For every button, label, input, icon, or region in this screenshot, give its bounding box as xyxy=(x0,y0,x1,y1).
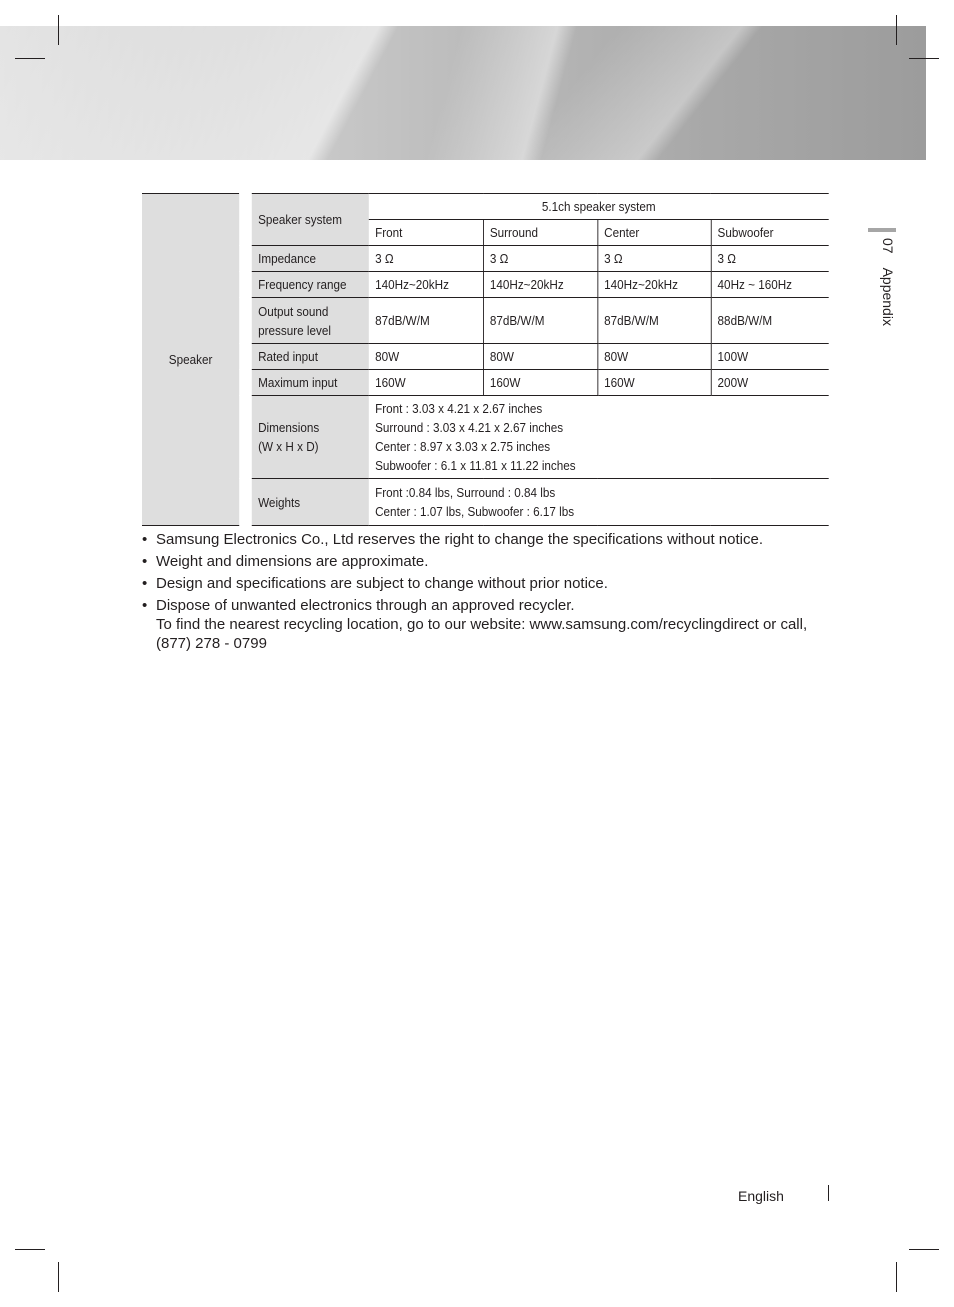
table-cell: 3 Ω xyxy=(597,246,710,272)
table-cell: 140Hz~20kHz xyxy=(597,272,710,298)
speaker-system-label: Speaker system xyxy=(246,194,369,246)
category-cell: Speaker xyxy=(142,194,246,526)
table-cell: 100W xyxy=(711,344,829,370)
note-text: Weight and dimensions are approximate. xyxy=(156,553,429,570)
row-label xyxy=(246,298,369,344)
table-row xyxy=(142,272,829,298)
table-cell: 3 Ω xyxy=(369,246,483,272)
channel-header-subwoofer: Subwoofer xyxy=(711,220,829,246)
row-label: Weights xyxy=(246,479,369,526)
table-cell: 160W xyxy=(483,370,597,396)
list-item xyxy=(142,574,832,593)
speaker-spec-table xyxy=(142,193,829,526)
table-row xyxy=(142,479,829,526)
section-title: Appendix xyxy=(880,267,896,326)
row-label: Maximum input xyxy=(246,370,369,396)
list-item xyxy=(142,596,832,653)
system-header: 5.1ch speaker system xyxy=(369,194,829,220)
crop-mark xyxy=(58,1262,59,1292)
table-row xyxy=(142,344,829,370)
row-label: Frequency range xyxy=(246,272,369,298)
table-cell: 200W xyxy=(711,370,829,396)
list-item xyxy=(142,552,832,571)
header-banner xyxy=(0,26,926,160)
table-cell: 80W xyxy=(483,344,597,370)
dimensions-line: Subwoofer : 6.1 x 11.81 x 11.22 inches xyxy=(375,458,576,473)
weights-line: Center : 1.07 lbs, Subwoofer : 6.17 lbs xyxy=(375,504,575,519)
table-cell: 3 Ω xyxy=(711,246,829,272)
crop-mark xyxy=(909,1249,939,1250)
dimensions-line: Center : 8.97 x 3.03 x 2.75 inches xyxy=(375,439,551,454)
note-text: Dispose of unwanted electronics through an approved recycler. xyxy=(156,597,575,614)
table-cell: 80W xyxy=(369,344,483,370)
crop-mark xyxy=(15,58,45,59)
section-tab-bar xyxy=(868,228,896,232)
dimensions-cell xyxy=(369,396,829,479)
bullet: • xyxy=(142,531,148,548)
bullet: • xyxy=(142,575,148,592)
table-row xyxy=(142,396,829,479)
table-cell: 140Hz~20kHz xyxy=(369,272,483,298)
row-label-line: Output sound xyxy=(258,303,329,319)
channel-header-surround: Surround xyxy=(483,220,597,246)
list-item xyxy=(142,530,832,549)
row-label-line: Dimensions xyxy=(258,420,320,435)
table-cell: 88dB/W/M xyxy=(711,298,829,344)
row-label: Rated input xyxy=(246,344,369,370)
crop-mark xyxy=(896,1262,897,1292)
crop-mark xyxy=(909,58,939,59)
section-tab xyxy=(868,236,898,356)
crop-mark xyxy=(15,1249,45,1250)
table-cell: 3 Ω xyxy=(483,246,597,272)
table-cell: 160W xyxy=(597,370,710,396)
table-cell: 40Hz ~ 160Hz xyxy=(711,272,829,298)
bullet: • xyxy=(142,553,148,570)
notes-list xyxy=(142,530,832,656)
table-cell: 87dB/W/M xyxy=(597,298,710,344)
dimensions-line: Surround : 3.03 x 4.21 x 2.67 inches xyxy=(375,420,564,435)
footer-language: English xyxy=(738,1188,784,1204)
channel-header-front: Front xyxy=(369,220,483,246)
row-label xyxy=(246,396,369,479)
weights-cell xyxy=(369,479,829,526)
table-cell: 160W xyxy=(369,370,483,396)
row-label-line: pressure level xyxy=(258,322,331,338)
table-row xyxy=(142,246,829,272)
row-label: Impedance xyxy=(246,246,369,272)
channel-header-center: Center xyxy=(597,220,710,246)
table-cell: 140Hz~20kHz xyxy=(483,272,597,298)
crop-mark xyxy=(58,15,59,45)
footer-divider xyxy=(828,1185,829,1201)
section-tab-label xyxy=(880,238,896,326)
note-subtext: To find the nearest recycling location, go to our website: www.samsung.com/recyclingdirect or call, (877) 278 - 0799 xyxy=(156,616,808,652)
section-number: 07 xyxy=(880,238,896,254)
note-text: Samsung Electronics Co., Ltd reserves the right to change the specifications without notice. xyxy=(156,531,763,548)
table-cell: 87dB/W/M xyxy=(369,298,483,344)
note-text: Design and specifications are subject to change without prior notice. xyxy=(156,575,608,592)
table-cell: 87dB/W/M xyxy=(483,298,597,344)
table-cell: 80W xyxy=(597,344,710,370)
bullet: • xyxy=(142,597,148,614)
row-label-line: (W x H x D) xyxy=(258,439,319,454)
crop-mark xyxy=(896,15,897,45)
dimensions-line: Front : 3.03 x 4.21 x 2.67 inches xyxy=(375,401,543,416)
weights-line: Front :0.84 lbs, Surround : 0.84 lbs xyxy=(375,485,556,500)
table-row xyxy=(142,370,829,396)
table-row xyxy=(142,298,829,344)
